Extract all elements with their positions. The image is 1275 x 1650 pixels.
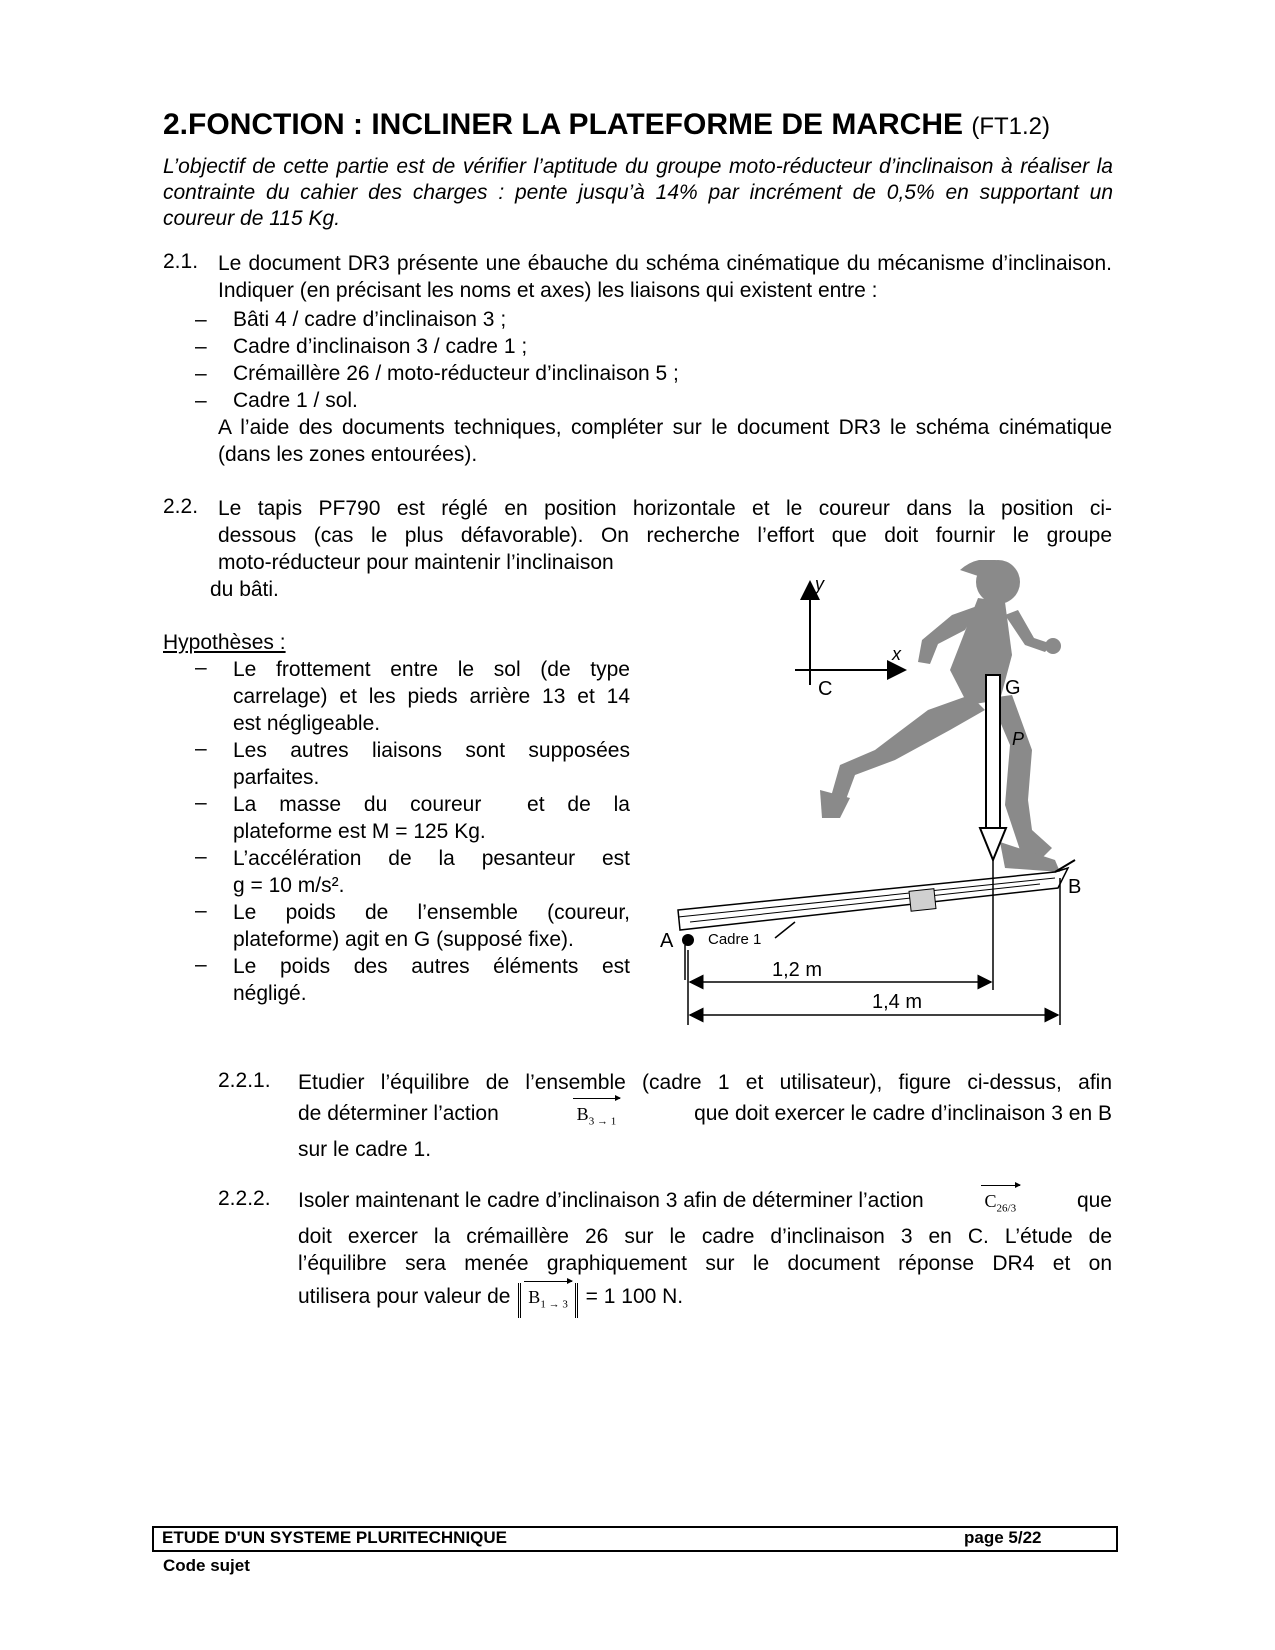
q221-text: Etudier l’équilibre de l’ensemble (cadre 1 et utilisateur), figure ci-dessus, afin de déterminer l’action $B_{3 \to 1}$ que doit exercer le cadre d’inclinaison 3 en B sur le cadre 1. <box>298 1071 1112 1161</box>
label-g: G <box>1005 677 1021 699</box>
q21-instruction: A l’aide des documents techniques, compléter sur le document DR3 le schéma cinématique (dans les zones entourées). <box>218 416 1112 466</box>
hypotheses-list <box>195 656 630 1007</box>
section-title <box>163 108 1050 142</box>
list-item: – Le poids de l’ensemble (coureur, plateforme) agit en G (supposé fixe). <box>195 899 630 951</box>
q222-text: Isoler maintenant le cadre d’inclinaison 3 afin de déterminer l’action $C_{26/3}$ que doit exercer la crémaillère 26 sur le cadre d’inclinaison 3 en C. L’étude de l’équilibre sera menée graphiquement sur le document réponse DR4 et on utilisera pour valeur de $B_{1 \to 3} = 1$ 100 N. <box>298 1187 1112 1318</box>
label-p: P <box>1012 729 1025 749</box>
q22-line4: du bâti. <box>210 578 279 601</box>
footer-title: ETUDE D'UN SYSTEME PLURITECHNIQUE <box>162 1528 508 1547</box>
label-c: C <box>818 678 833 700</box>
label-b: B <box>1068 876 1082 898</box>
norm-b13: $B_{1 \to 3}$ <box>518 1283 578 1319</box>
q22-number: 2.2. <box>163 495 199 518</box>
platform-frame <box>660 860 1081 980</box>
list-item: – Les autres liaisons sont supposées parfaites. <box>195 737 630 789</box>
list-item: – Le frottement entre le sol (de type carrelage) et les pieds arrière 13 et 14 est négligeable. <box>195 656 630 735</box>
label-a: A <box>660 930 674 952</box>
vector-b31: $B_{3 \to 1}$ <box>573 1101 621 1136</box>
label-y: y <box>815 574 824 594</box>
page-number: page 5/22 <box>964 1528 1042 1547</box>
section-number: 2. <box>163 108 189 141</box>
axis-system <box>795 574 905 700</box>
vector-c263: $C_{26/3}$ <box>981 1188 1021 1223</box>
code-sujet: Code sujet <box>163 1556 250 1575</box>
list-item: – La masse du coureur et de la plateforme est M = 125 Kg. <box>195 791 630 843</box>
q22-line2: dessous (cas le plus défavorable). On recherche l’effort que doit fournir le groupe <box>218 524 1112 547</box>
q21-text: Le document DR3 présente une ébauche du schéma cinématique du mécanisme d’inclinaison. Indiquer (en précisant les noms et axes) les liaisons qui existent entre : <box>218 252 1112 302</box>
label-x: x <box>892 644 901 664</box>
treadmill-figure <box>660 560 1140 1060</box>
list-item: – Le poids des autres éléments est négligé. <box>195 953 630 1005</box>
label-dim1: 1,2 m <box>772 959 823 981</box>
q221-number: 2.2.1. <box>218 1069 271 1092</box>
section-heading: FONCTION : INCLINER LA PLATEFORME DE MARCHE <box>188 108 963 141</box>
list-item: – L’accélération de la pesanteur est g = 10 m/s². <box>195 845 630 897</box>
label-dim2: 1,4 m <box>872 991 923 1013</box>
q22-line1: Le tapis PF790 est réglé en position horizontale et le coureur dans la position ci- <box>218 497 1112 520</box>
label-cadre-1: Cadre 1 <box>708 931 762 948</box>
point-a <box>682 934 694 946</box>
runner-silhouette <box>820 560 1061 872</box>
q22-line3: moto-réducteur pour maintenir l’inclinaison <box>218 551 614 574</box>
q21-number: 2.1. <box>163 250 199 273</box>
section-ref: (FT1.2) <box>971 113 1051 140</box>
intro-paragraph: L’objectif de cette partie est de vérifier l’aptitude du groupe moto-réducteur d’inclinaison à réaliser la contrainte du cahier des charges : pente jusqu’à 14% par incrément de 0,5% en supportant un coureur de 115 Kg. <box>163 155 1113 230</box>
hypotheses-title: Hypothèses : <box>163 631 286 654</box>
q222-number: 2.2.2. <box>218 1187 271 1210</box>
